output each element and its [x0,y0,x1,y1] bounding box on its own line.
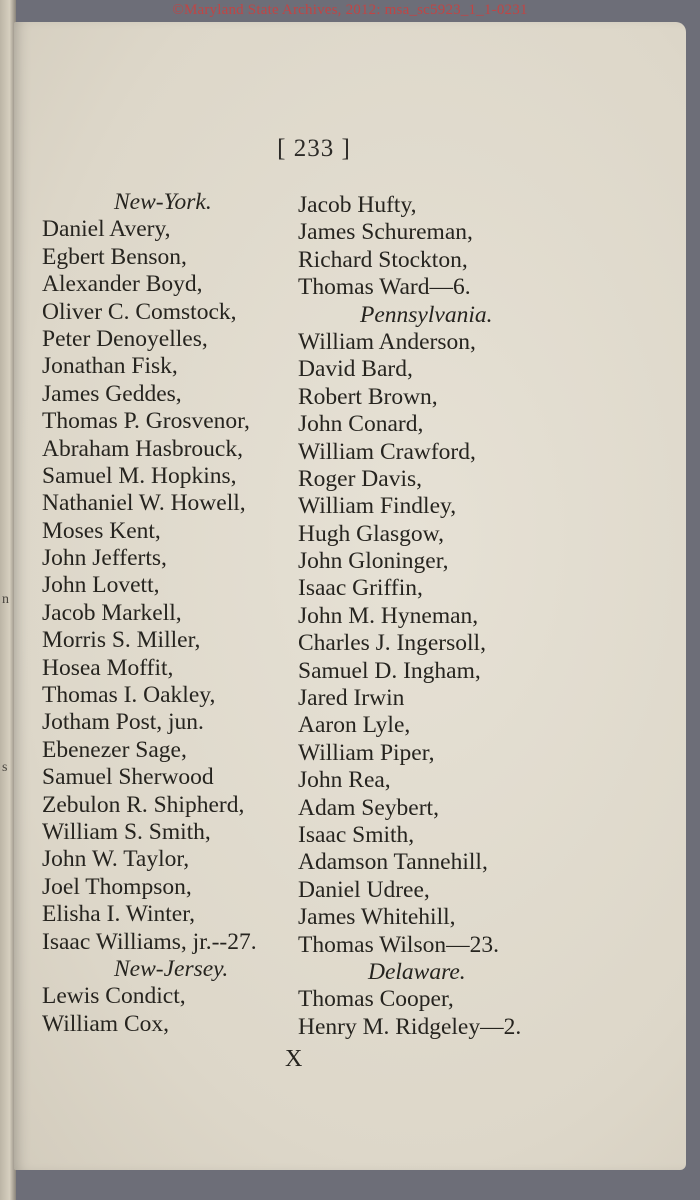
member-name: Nathaniel W. Howell, [42,490,246,517]
archive-watermark: ©Maryland State Archives, 2012: msa_sc5923_1_1-0231 [172,2,528,18]
member-name: Isaac Griffin, [298,575,423,602]
member-name: Thomas Wilson—23. [298,931,499,958]
member-name: Hosea Moffit, [42,654,174,681]
member-name: William S. Smith, [42,818,211,845]
margin-mark: s [2,760,8,775]
state-heading: New-Jersey. [114,955,229,982]
member-name: David Bard, [298,356,413,383]
member-name: Lewis Condict, [42,983,186,1010]
member-name: Moses Kent, [42,517,161,544]
member-name: John M. Hyneman, [298,602,479,629]
member-name: Alexander Boyd, [42,271,203,298]
state-heading: New-York. [114,189,212,215]
member-name: Jared Irwin [298,685,405,712]
member-name: Peter Denoyelles, [42,325,208,352]
member-name: Zebulon R. Shipherd, [42,791,245,818]
state-heading: Delaware. [368,958,466,985]
member-name: Daniel Udree, [298,876,430,903]
member-name: Roger Davis, [298,465,423,492]
member-name: Jonathan Fisk, [42,353,178,380]
member-name: Henry M. Ridgeley—2. [298,1013,522,1040]
member-name: Robert Brown, [298,383,438,410]
member-name: Isaac Smith, [298,821,415,848]
member-name: Charles J. Ingersoll, [298,630,486,657]
member-name: Samuel Sherwood [42,764,214,791]
left-column [42,189,307,1038]
member-name: Hugh Glasgow, [298,520,444,547]
member-name: John Rea, [298,767,391,794]
member-name: Samuel M. Hopkins, [42,462,237,489]
state-heading: Pennsylvania. [360,301,493,328]
member-name: Jacob Markell, [42,599,182,626]
member-name: Jotham Post, jun. [42,709,204,736]
right-column [298,192,568,1041]
member-name: Thomas P. Grosvenor, [42,408,250,435]
member-name: William Crawford, [298,438,476,465]
member-name: William Findley, [298,493,457,520]
member-name: Adamson Tannehill, [298,849,488,876]
member-name: Samuel D. Ingham, [298,657,481,684]
member-name: John Gloninger, [298,548,449,575]
member-name: James Schureman, [298,219,473,246]
member-name: Morris S. Miller, [42,627,201,654]
signature-mark: X [285,1046,303,1072]
member-name: Elisha I. Winter, [42,901,196,928]
member-name: Oliver C. Comstock, [42,298,237,325]
member-name: Ebenezer Sage, [42,736,187,763]
book-page [14,22,686,1170]
member-name: Richard Stockton, [298,246,468,273]
member-name: Thomas I. Oakley, [42,682,216,709]
member-name: Thomas Ward—6. [298,274,471,301]
member-name: Daniel Avery, [42,216,171,243]
member-name: Isaac Williams, jr.--27. [42,928,257,955]
member-name: Jacob Hufty, [298,192,417,218]
member-name: John W. Taylor, [42,846,190,873]
member-name: John Jefferts, [42,545,167,572]
margin-mark: n [2,592,9,607]
member-name: John Lovett, [42,572,160,599]
member-name: Aaron Lyle, [298,712,411,739]
member-name: William Cox, [42,1010,169,1037]
page-number: [ 233 ] [277,135,351,162]
member-name: Egbert Benson, [42,243,187,270]
member-name: Adam Seybert, [298,794,439,821]
member-name: William Piper, [298,739,435,766]
member-name: William Anderson, [298,328,476,355]
member-name: Joel Thompson, [42,873,192,900]
member-name: Thomas Cooper, [298,986,454,1013]
member-name: Abraham Hasbrouck, [42,435,243,462]
member-name: James Whitehill, [298,904,456,931]
member-name: John Conard, [298,411,424,438]
member-name: James Geddes, [42,380,182,407]
